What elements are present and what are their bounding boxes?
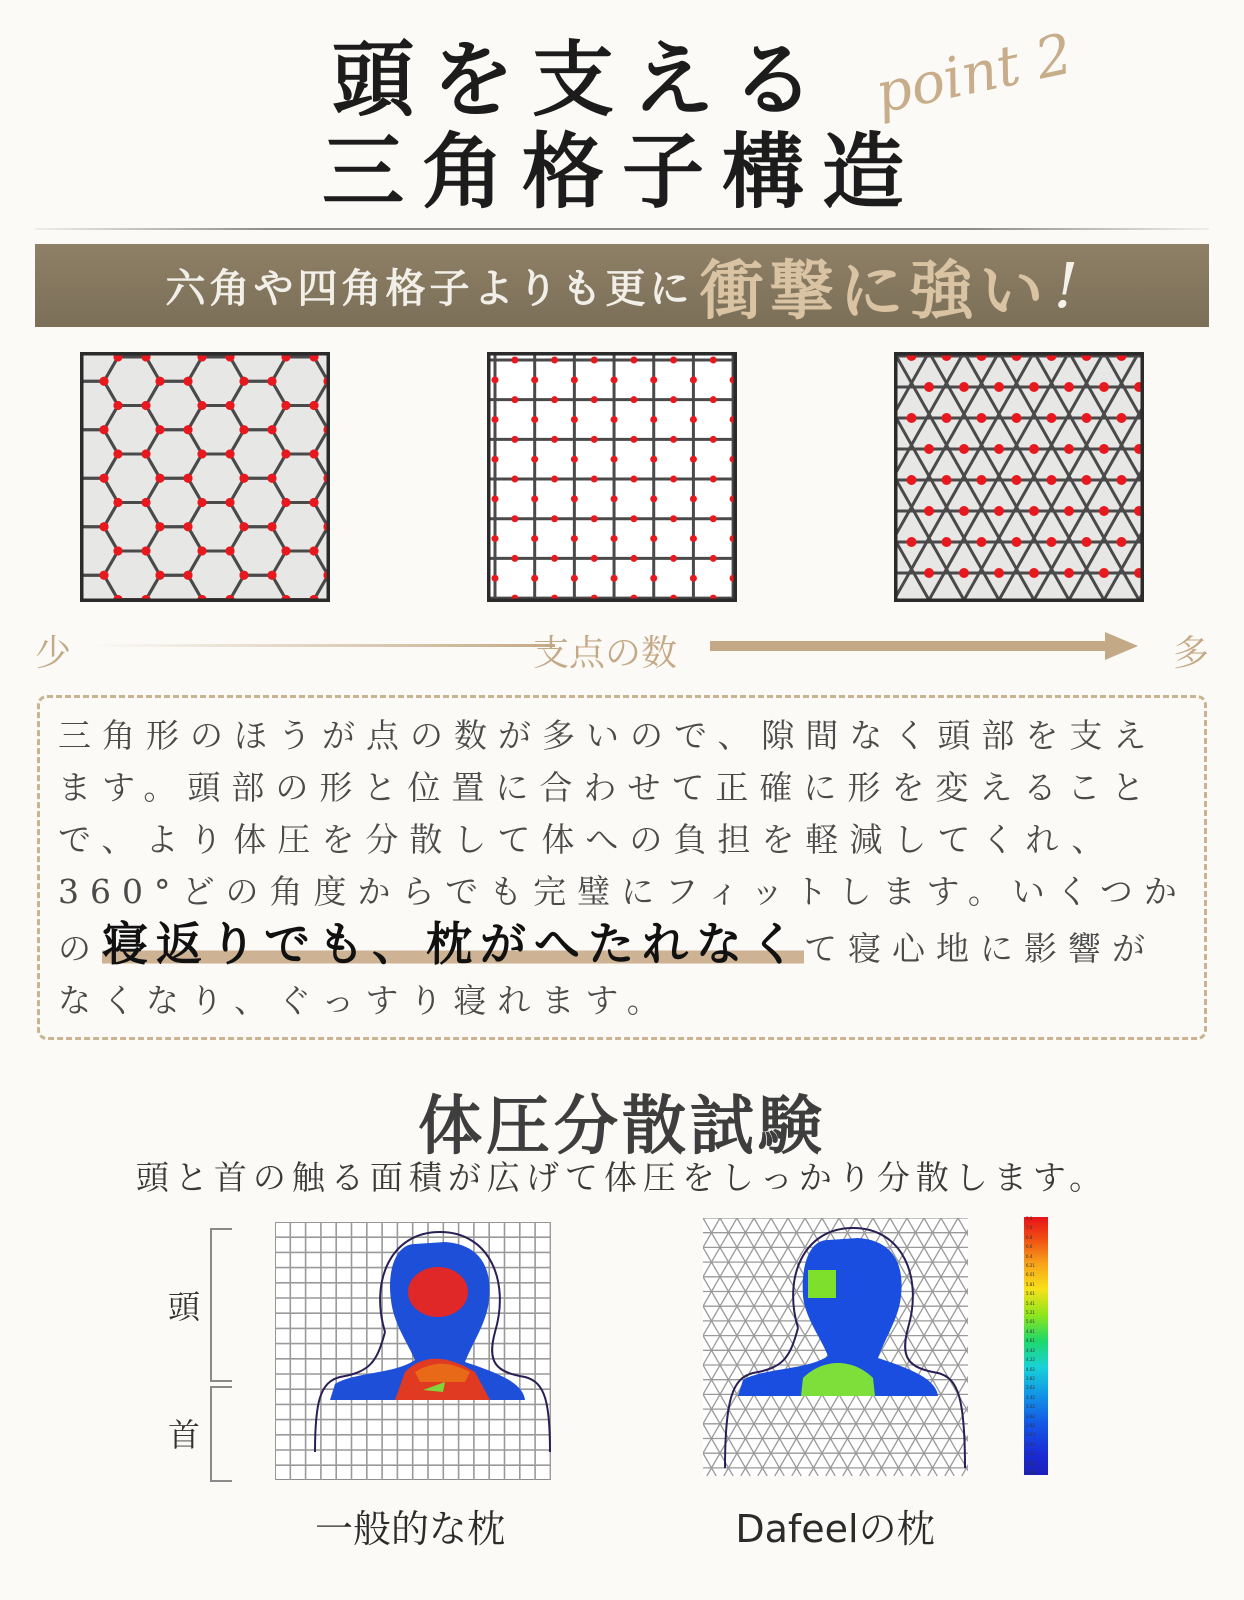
square-lattice — [487, 352, 737, 602]
hexagon-lattice — [80, 352, 330, 602]
scale-thin-line — [90, 644, 555, 647]
description-part-2: て寝心地に影響がなくなり、ぐっすり寝れます。 — [58, 929, 1156, 1020]
pressure-scale-ticks: 7.2 7.0 6.8 6.6 6.4 6.21 6.01 5.81 5.61 5.41 5.21 5.01 4.81 4.61 4.42 4.22 4.02 3.82 3.62 3.42 3.22 3.02 2.82 2.63 2.43 2.23 2.03 1.83 — [1026, 1216, 1035, 1475]
title-line-2: 三角格子構造 — [321, 124, 922, 220]
head-label: 頭 — [168, 1288, 201, 1326]
support-points-scale — [35, 625, 1209, 675]
conventional-pillow-caption: 一般的な枕 — [314, 1507, 505, 1551]
arrow-right-icon — [710, 630, 1140, 664]
scale-left-label: 少 — [35, 633, 72, 674]
dafeel-pillow-caption: Dafeelの枕 — [735, 1507, 935, 1551]
title-divider — [35, 228, 1209, 230]
neck-bracket — [210, 1386, 232, 1482]
dafeel-pillow-pressure-map — [703, 1218, 968, 1480]
title-line-1: 頭を支える — [331, 32, 832, 128]
point-tag-text: point 2 — [880, 28, 1079, 127]
triangle-lattice — [894, 352, 1144, 602]
neck-label: 首 — [168, 1416, 201, 1454]
scale-center-label: 支点の数 — [533, 633, 678, 674]
description-highlight: 寝返りでも、枕がへたれなく — [102, 917, 804, 971]
pressure-test-subtitle: 頭と首の触る面積が広げて体圧をしっかり分散します。 — [135, 1158, 1109, 1197]
description-text — [58, 710, 1198, 1027]
pressure-test-title: 体圧分散試験 — [418, 1089, 826, 1164]
head-bracket — [210, 1228, 232, 1382]
point-tag — [880, 28, 1130, 138]
description-box — [37, 695, 1207, 1040]
conventional-pillow-pressure-map — [275, 1222, 551, 1484]
scale-right-label: 多 — [1173, 633, 1210, 674]
banner-exclamation: ! — [1053, 249, 1079, 322]
description-part-1: 三角形のほうが点の数が多いので、隙間なく頭部を支えます。頭部の形と位置に合わせて正確に形を変えることで、より体圧を分散して体への負担を軽減してくれ、360°どの角度からでも完璧にフィットします。いくつかの — [58, 716, 1188, 968]
banner-emphasis: 衝撃に強い — [699, 253, 1050, 329]
banner — [35, 244, 1209, 327]
banner-lead: 六角や四角格子よりも更に — [165, 265, 694, 312]
